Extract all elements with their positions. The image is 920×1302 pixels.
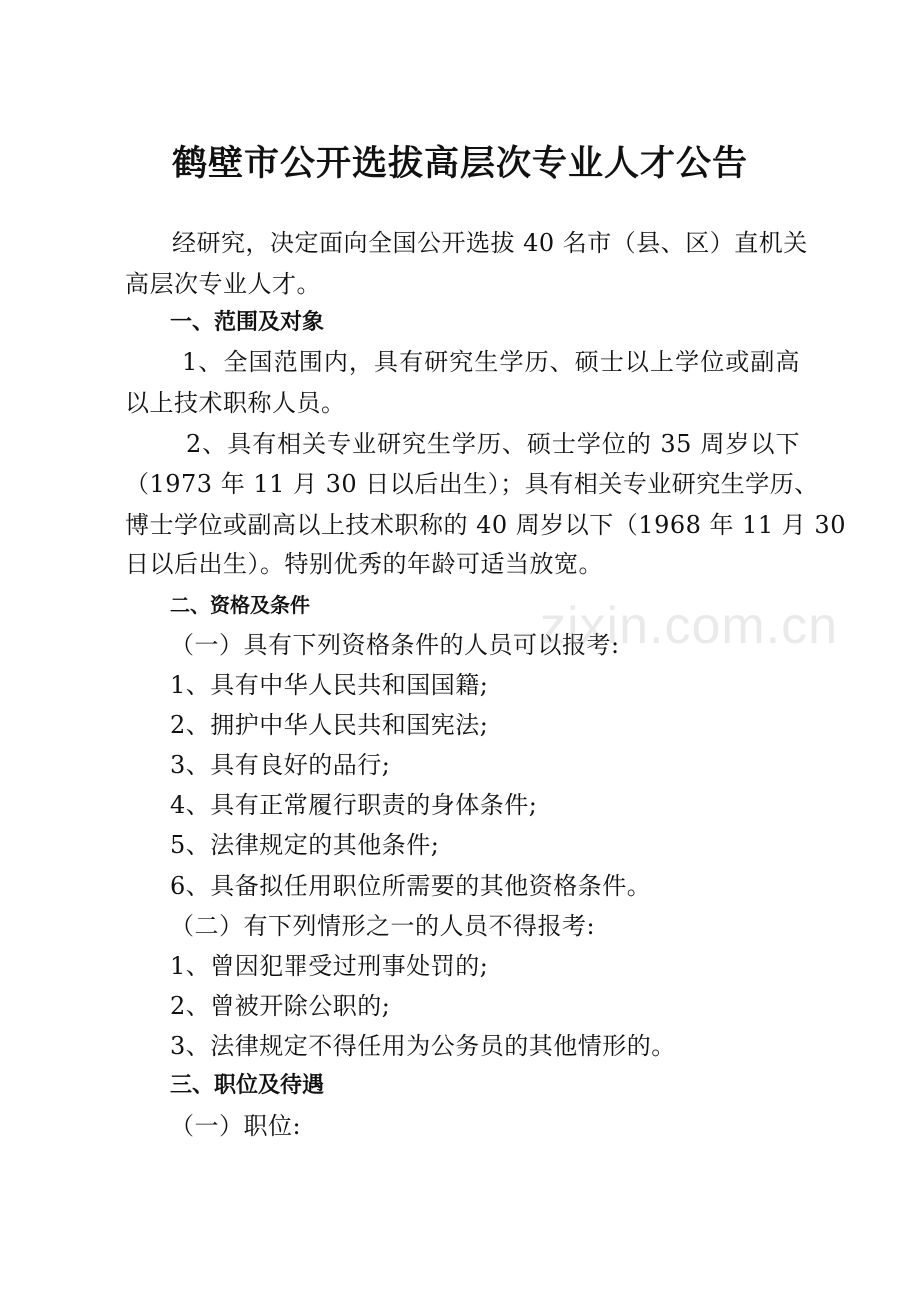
document-title: 鹤壁市公开选拔高层次专业人才公告 [171, 143, 748, 184]
watermark: zixin.com.cn [540, 597, 839, 655]
section-2-sub-1-item: 5、法律规定的其他条件; [170, 831, 440, 859]
section-2-sub-1-item: 6、具备拟任用职位所需要的其他资格条件。 [170, 872, 652, 900]
section-1-item-1-line-1: 1、全国范围内，具有研究生学历、硕士以上学位或副高 [182, 348, 800, 376]
section-2-sub-2-item: 3、法律规定不得任用为公务员的其他情形的。 [170, 1032, 676, 1060]
section-1-item-2-line-4: 日以后出生）。特别优秀的年龄可适当放宽。 [125, 550, 603, 578]
section-2-sub-1-item: 1、具有中华人民共和国国籍; [170, 671, 489, 699]
section-2-sub-1-item: 3、具有良好的品行; [170, 751, 391, 779]
section-2-sub-1-item: 4、具有正常履行职责的身体条件; [170, 791, 538, 819]
section-1-item-1-line-2: 以上技术职称人员。 [125, 389, 346, 417]
section-1-heading: 一、范围及对象 [170, 310, 325, 335]
section-2-sub-2-item: 1、曾因犯罪受过刑事处罚的; [170, 952, 489, 980]
section-1-item-2-line-2: （1973 年 11 月 30 日以后出生）；具有相关专业研究生学历、 [125, 470, 819, 498]
section-2-heading: 二、资格及条件 [170, 593, 310, 617]
section-2-sub-1: （一）具有下列资格条件的人员可以报考: [170, 631, 620, 659]
section-2-sub-2: （二）有下列情形之一的人员不得报考: [170, 912, 596, 940]
section-1-item-2-line-1: 2、具有相关专业研究生学历、硕士学位的 35 周岁以下 [186, 430, 800, 458]
section-1-item-2-line-3: 博士学位或副高以上技术职称的 40 周岁以下（1968 年 11 月 30 [125, 511, 846, 539]
intro-line-2: 高层次专业人才。 [125, 270, 321, 298]
section-3-heading: 三、职位及待遇 [170, 1073, 325, 1098]
intro-line-1: 经研究，决定面向全国公开选拔 40 名市（县、区）直机关 [172, 229, 808, 257]
section-2-sub-2-item: 2、曾被开除公职的; [170, 992, 391, 1020]
section-2-sub-1-item: 2、拥护中华人民共和国宪法; [170, 711, 489, 739]
section-3-sub-1: （一）职位: [170, 1112, 302, 1140]
